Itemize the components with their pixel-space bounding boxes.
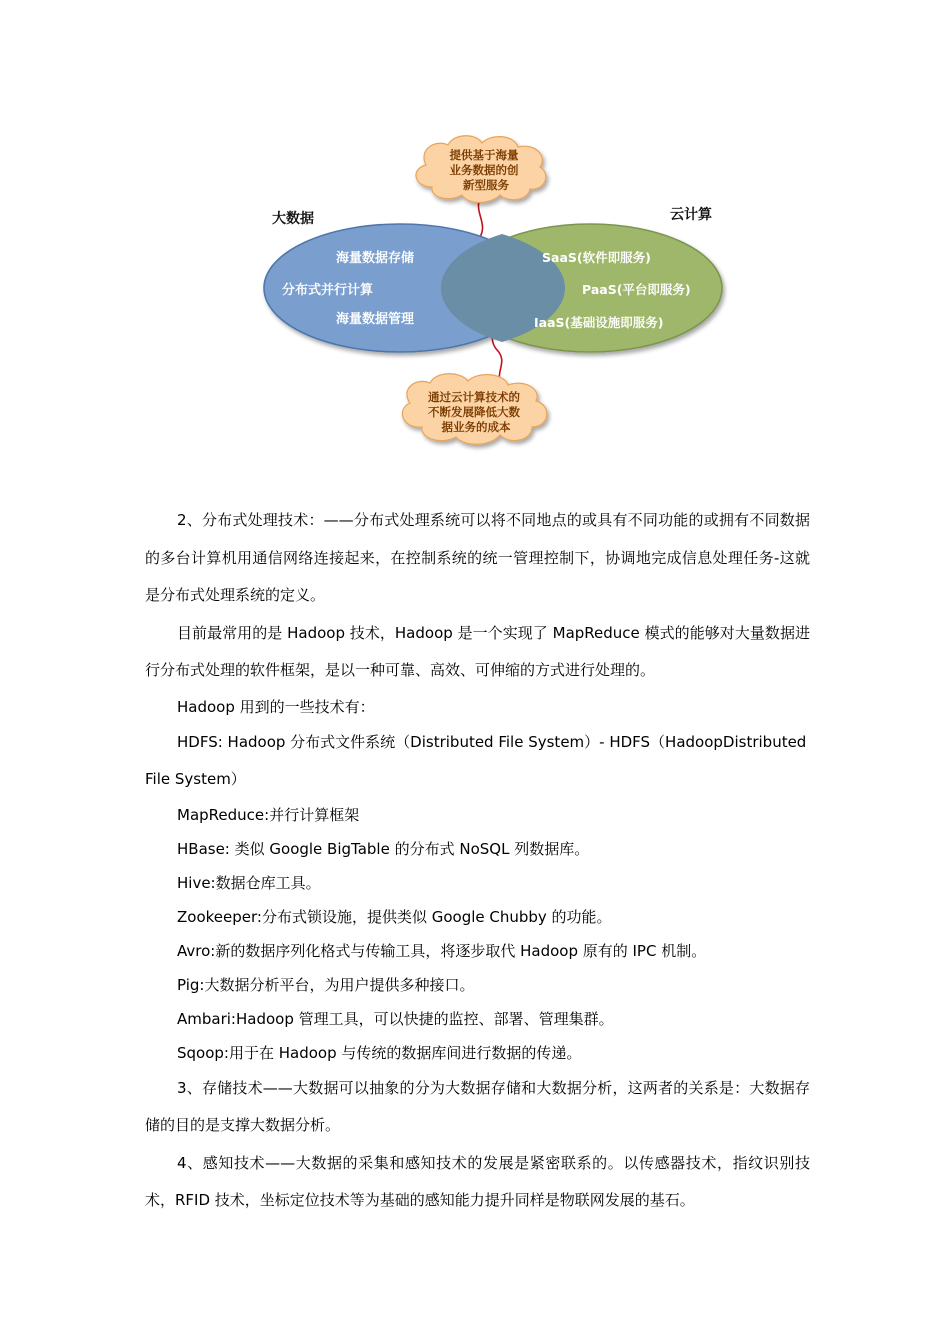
- list-item-ambari: Ambari:Hadoop 管理工具，可以快捷的监控、部署、管理集群。: [177, 1009, 614, 1028]
- top-cloud-line-2: 业务数据的创: [449, 163, 519, 177]
- paragraph-hadoop-tech-list-intro: Hadoop 用到的一些技术有：: [177, 697, 375, 716]
- list-item-hdfs: HDFS: Hadoop 分布式文件系统（Distributed File System）- HDFS（HadoopDistributed File System）: [145, 732, 807, 788]
- cloud-computing-label: 云计算: [670, 207, 712, 223]
- big-data-item-2: 分布式并行计算: [282, 283, 374, 298]
- venn-diagram: [250, 135, 730, 455]
- big-data-label: 大数据: [272, 211, 314, 227]
- list-item-avro: Avro:新的数据序列化格式与传输工具，将逐步取代 Hadoop 原有的 IPC 机制。: [177, 941, 707, 960]
- bottom-cloud-line-1: 通过云计算技术的: [427, 390, 520, 404]
- big-data-item-1: 海量数据存储: [336, 251, 415, 266]
- paragraph-distributed-processing: 2、分布式处理技术：——分布式处理系统可以将不同地点的或具有不同功能的或拥有不同数据的多台计算机用通信网络连接起来，在控制系统的统一管理控制下，协调地完成信息处理任务-这就是分布式处理系统的定义。: [145, 511, 810, 604]
- list-item-hive: Hive:数据仓库工具。: [177, 873, 321, 892]
- bottom-cloud-line-2: 不断发展降低大数: [427, 405, 520, 419]
- top-cloud-line-1: 提供基于海量: [449, 148, 519, 162]
- list-item-mapreduce: MapReduce:并行计算框架: [177, 805, 360, 824]
- paragraph-hadoop-intro: 目前最常用的是 Hadoop 技术，Hadoop 是一个实现了 MapReduce 模式的能够对大量数据进行分布式处理的软件框架，是以一种可靠、高效、可伸缩的方式进行处理的。: [145, 623, 810, 679]
- cloud-item-paas: PaaS(平台即服务): [582, 282, 691, 297]
- top-cloud-line-3: 新型服务: [463, 178, 509, 192]
- list-item-hbase: HBase: 类似 Google BigTable 的分布式 NoSQL 列数据库。: [177, 839, 590, 858]
- list-item-sqoop: Sqoop:用于在 Hadoop 与传统的数据库间进行数据的传递。: [177, 1043, 582, 1062]
- paragraph-sensing-technology: 4、感知技术——大数据的采集和感知技术的发展是紧密联系的。以传感器技术，指纹识别技术，RFID 技术，坐标定位技术等为基础的感知能力提升同样是物联网发展的基石。: [145, 1153, 810, 1209]
- list-item-zookeeper: Zookeeper:分布式锁设施，提供类似 Google Chubby 的功能。: [177, 907, 612, 926]
- cloud-item-saas: SaaS(软件即服务): [542, 250, 651, 265]
- paragraph-storage-technology: 3、存储技术——大数据可以抽象的分为大数据存储和大数据分析，这两者的关系是：大数据存储的目的是支撑大数据分析。: [145, 1078, 810, 1134]
- big-data-item-3: 海量数据管理: [336, 312, 415, 327]
- document-body: [145, 502, 810, 1220]
- cloud-item-iaas: IaaS(基础设施即服务): [534, 315, 664, 330]
- bottom-cloud-line-3: 据业务的成本: [441, 420, 511, 434]
- list-item-pig: Pig:大数据分析平台，为用户提供多种接口。: [177, 975, 475, 994]
- svg-text:通过云计算技术的 不断发展降低大数: [428, 390, 524, 434]
- big-data-cloud-diagram: [250, 135, 730, 455]
